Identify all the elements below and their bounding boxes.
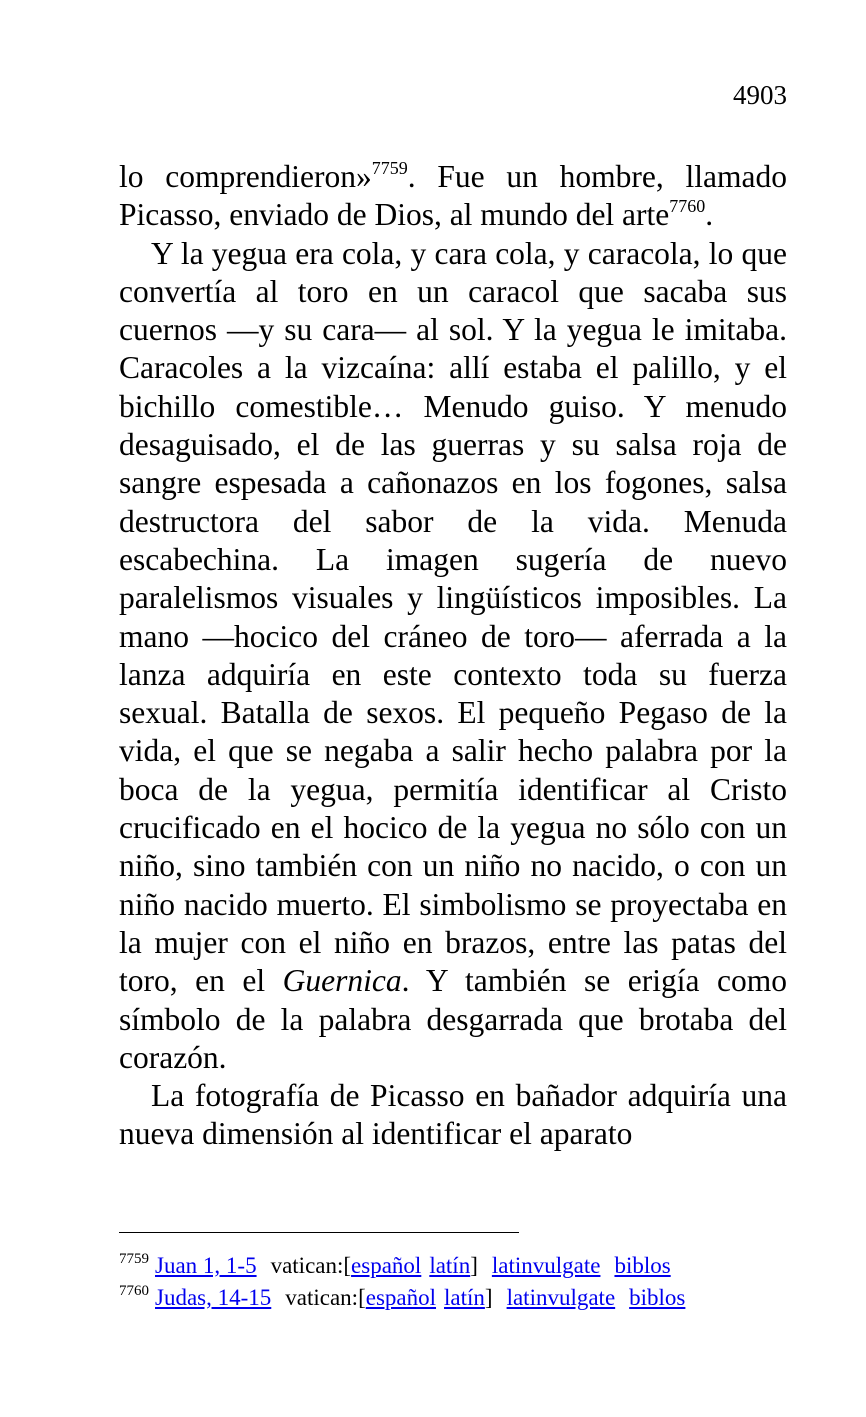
footnote-number: 7759 [119,1251,149,1267]
paragraph-text: . Y también se erigía como símbolo de la palabra desgarrada que brotaba del corazón. [119,963,787,1075]
biblos-link[interactable]: biblos [629,1285,686,1310]
paragraph-text: Y la yegua era cola, y cara cola, y caracola, lo que convertía al toro en un caracol que sacaba sus cuernos —y su cara— al sol. Y la yegua le imitaba. Caracoles a la vizcaína: allí estaba el palillo, y el bichillo comestible… Menudo guiso. Y menudo desaguisado, el de las guerras y su salsa roja de sangre espesada a cañonazos en los fogones, salsa destructora del sabor de la vida. Menuda escabechina. La imagen sugería de nuevo paralelismos visuales y lingüísticos imposibles. La mano —hocico del cráneo de toro— aferrada a la lanza adquiría en este contexto toda su fuerza sexual. Batalla de sexos. El pequeño Pegaso de la vida, el que se negaba a salir hecho palabra por la boca de la yegua, permitía identificar al Cristo crucificado en el hocico de la yegua no sólo con un niño, sino también con un niño no nacido, o con un niño nacido muerto. El simbolismo se proyectaba en la mujer con el niño en brazos, entre las patas del toro, en el [119,235,787,999]
footnote-7759 [119,1250,819,1282]
latin-link[interactable]: latín [429,1253,471,1278]
footnote-reference: 7760 [669,196,706,217]
latinvulgate-link[interactable]: latinvulgate [506,1285,616,1310]
paragraph-text: La fotografía de Picasso en bañador adquiría una nueva dimensión al identificar el aparato [119,1078,787,1152]
latinvulgate-link[interactable]: latinvulgate [491,1253,601,1278]
paragraph-text: lo comprendieron» [119,159,372,194]
paragraph [119,1077,787,1154]
footnote-reference: 7759 [371,158,408,178]
body-text [119,158,787,1154]
page-number: 4903 [733,80,787,110]
vatican-close: ] [484,1285,493,1310]
footnotes [119,1250,819,1314]
vatican-label: vatican:[ [270,1253,352,1278]
espanol-link[interactable]: español [365,1285,437,1310]
biblos-link[interactable]: biblos [614,1253,671,1278]
emphasized-text: Guernica [282,963,402,999]
paragraph [119,158,787,235]
footnote-7760 [119,1282,819,1314]
footnote-number: 7760 [119,1283,149,1299]
paragraph-text: . Fue un hombre, llamado Picasso, enviado de Dios, al mundo del arte [119,159,787,233]
footnote-ref-link[interactable]: Judas, 14-15 [155,1285,272,1310]
vatican-close: ] [470,1253,478,1278]
latin-link[interactable]: latín [444,1285,485,1310]
paragraph-text: . [705,197,714,233]
paragraph [119,235,787,1078]
footnote-ref-link[interactable]: Juan 1, 1-5 [155,1253,257,1278]
footnote-separator [119,1232,519,1233]
vatican-label: vatican:[ [285,1285,366,1310]
espanol-link[interactable]: español [351,1253,422,1278]
